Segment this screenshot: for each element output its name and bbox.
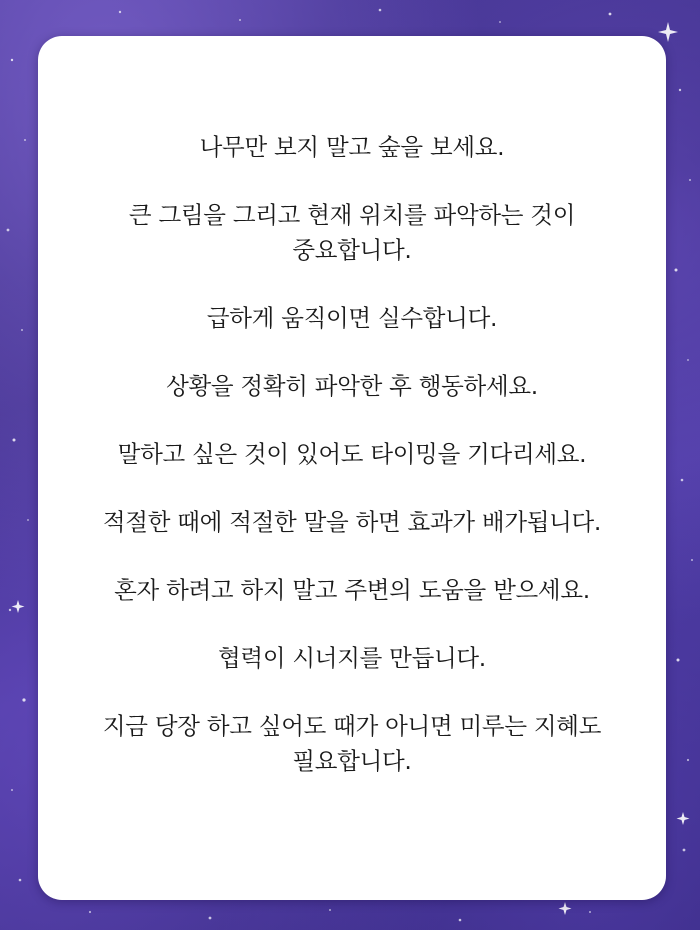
paragraph-7: 혼자 하려고 하지 말고 주변의 도움을 받으세요. bbox=[114, 576, 590, 604]
paragraph-8: 협력이 시너지를 만듭니다. bbox=[218, 644, 486, 672]
paragraph-6: 적절한 때에 적절한 말을 하면 효과가 배가됩니다. bbox=[102, 508, 602, 536]
card-content bbox=[38, 130, 666, 812]
quote-card bbox=[38, 36, 666, 900]
paragraph-4: 상황을 정확히 파악한 후 행동하세요. bbox=[166, 372, 538, 400]
paragraph-1: 나무만 보지 말고 숲을 보세요. bbox=[199, 133, 505, 161]
paragraph-3: 급하게 움직이면 실수합니다. bbox=[206, 304, 498, 332]
paragraph-5: 말하고 싶은 것이 있어도 타이밍을 기다리세요. bbox=[117, 440, 587, 468]
paragraph-9: 지금 당장 하고 싶어도 때가 아니면 미루는 지혜도 필요합니다. bbox=[102, 712, 602, 775]
paragraph-2: 큰 그림을 그리고 현재 위치를 파악하는 것이 중요합니다. bbox=[128, 201, 576, 264]
